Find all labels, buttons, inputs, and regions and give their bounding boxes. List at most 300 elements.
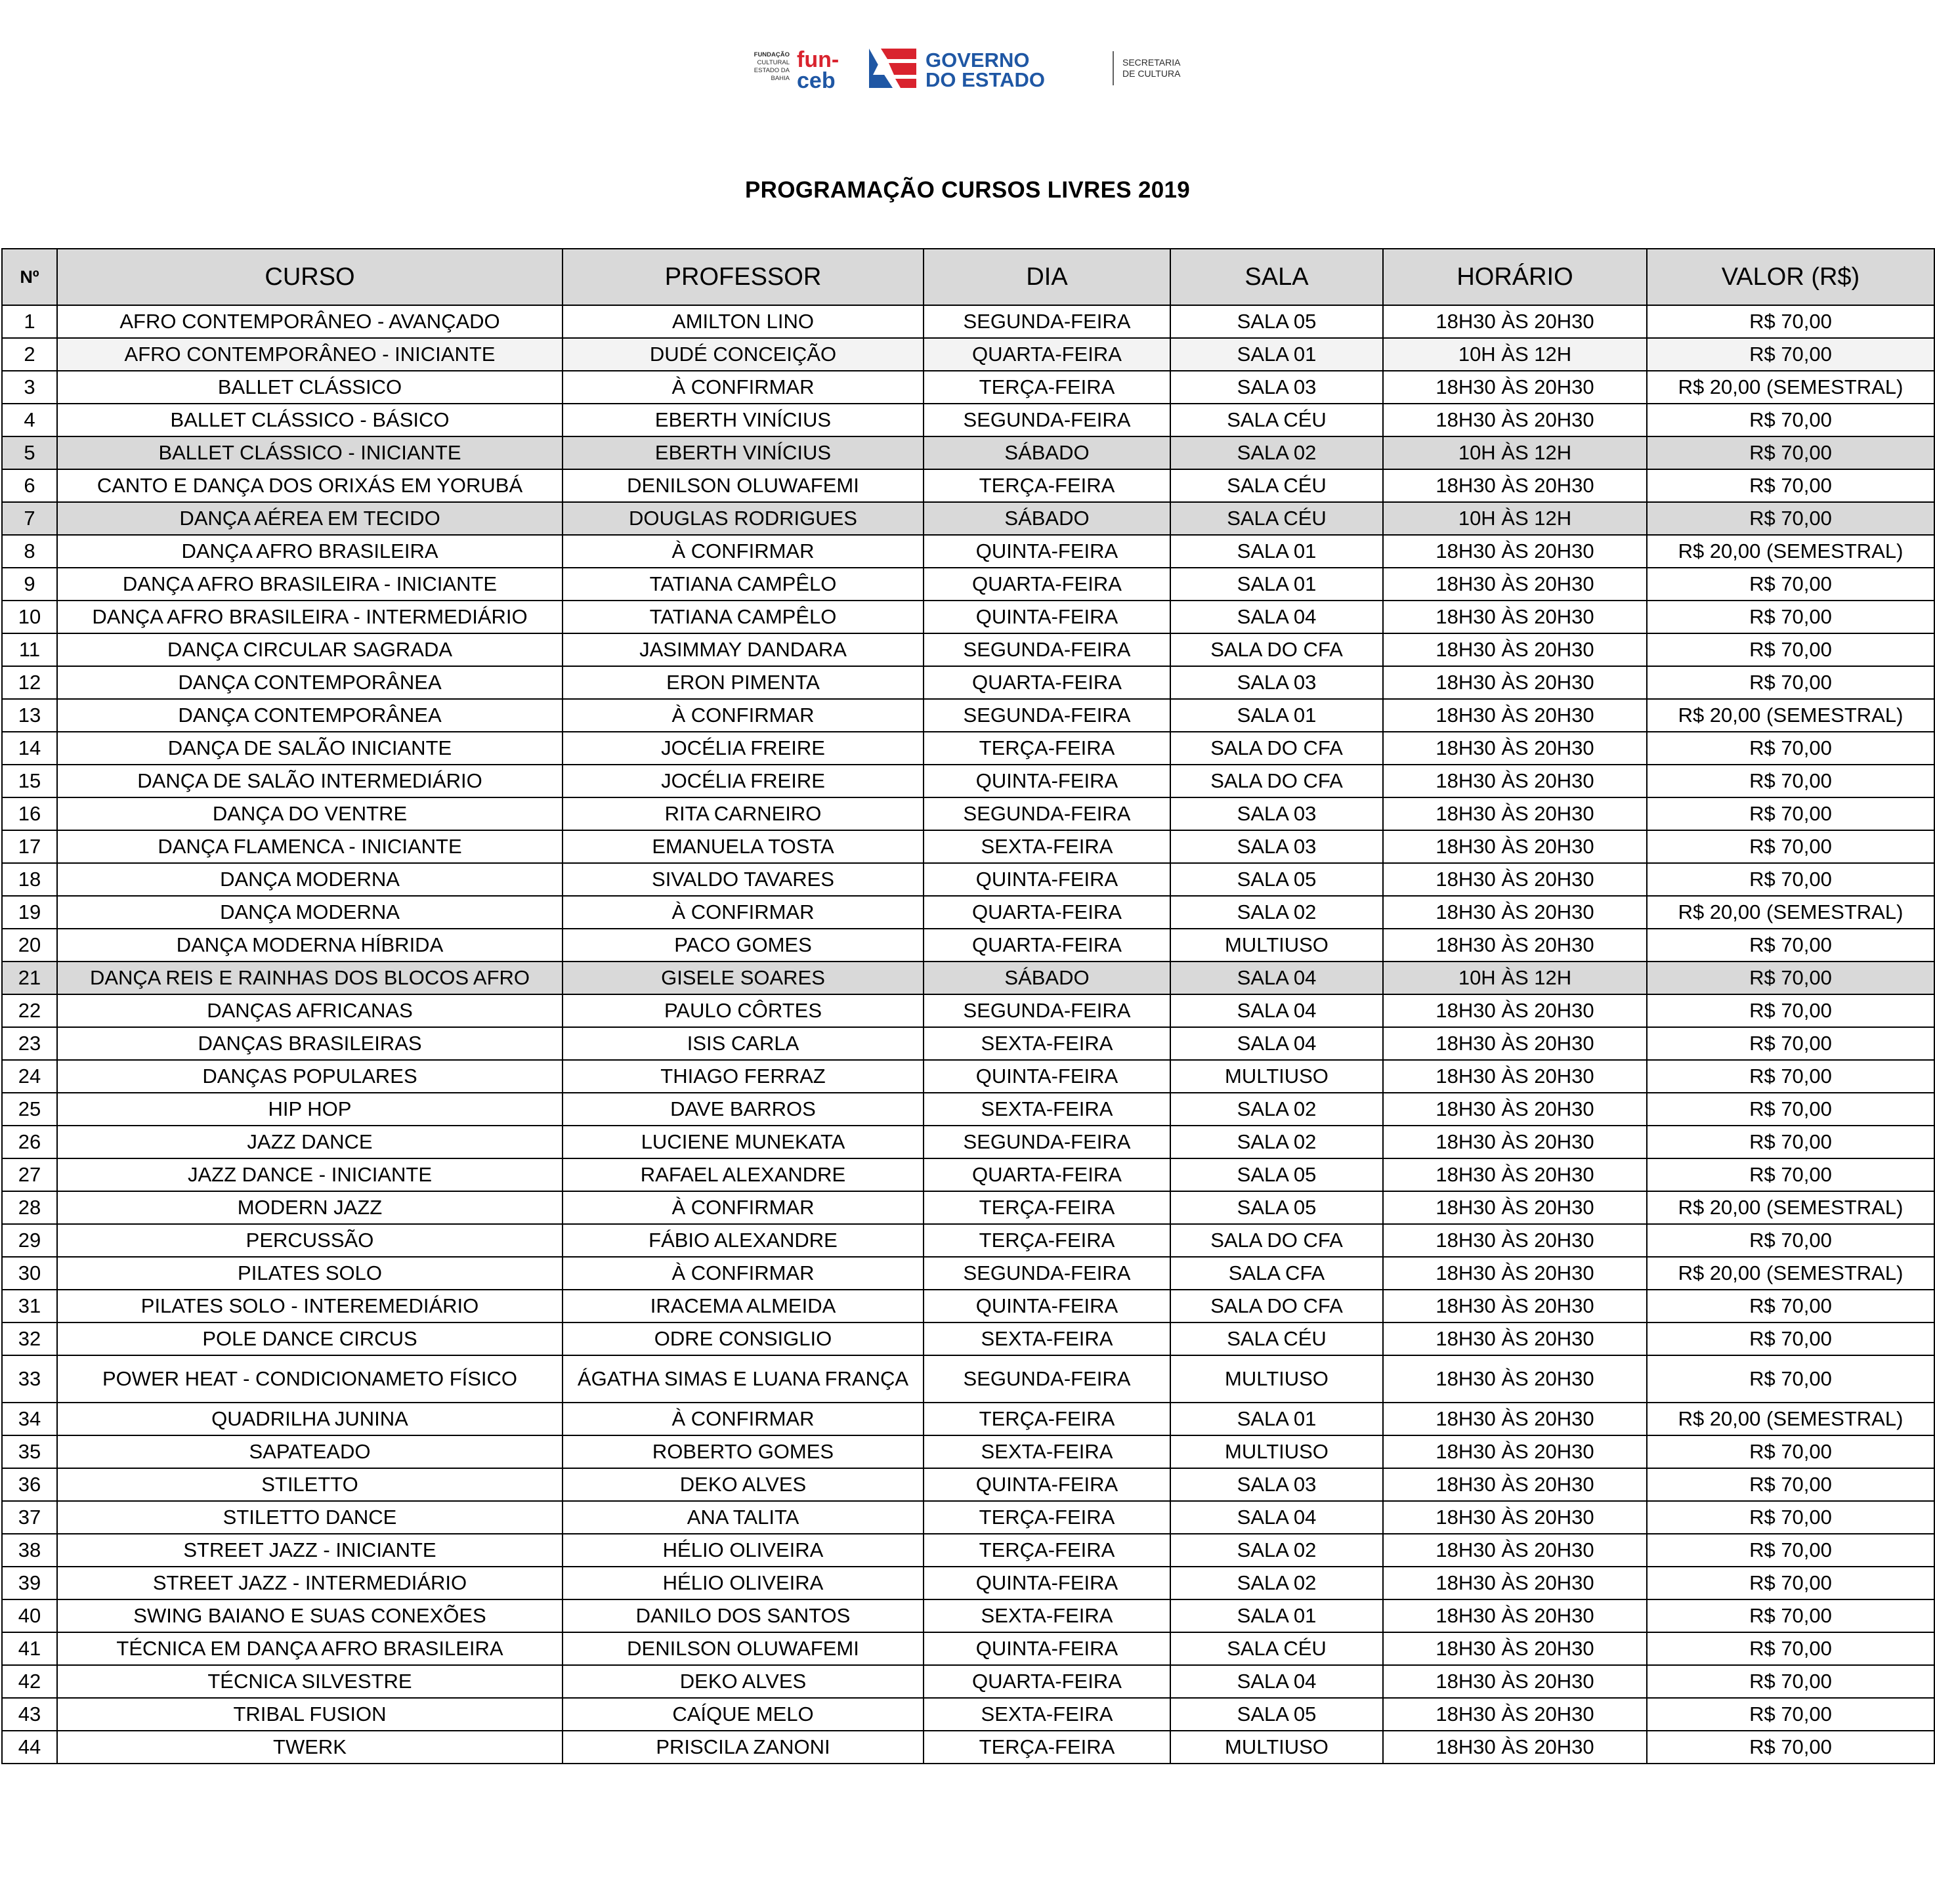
cell-number: 17: [2, 830, 57, 863]
cell-valor: R$ 70,00: [1647, 1290, 1934, 1322]
cell-sala: SALA 04: [1170, 601, 1383, 633]
cell-valor: R$ 70,00: [1647, 338, 1934, 371]
table-row: [2, 962, 1934, 994]
cell-valor: R$ 20,00 (SEMESTRAL): [1647, 535, 1934, 568]
cell-dia: QUARTA-FEIRA: [924, 896, 1170, 929]
cell-curso: DANÇA DE SALÃO INTERMEDIÁRIO: [57, 765, 563, 797]
cell-number: 33: [2, 1355, 57, 1403]
cell-professor: HÉLIO OLIVEIRA: [563, 1534, 924, 1567]
cell-sala: MULTIUSO: [1170, 1355, 1383, 1403]
cell-number: 44: [2, 1731, 57, 1764]
cell-curso: HIP HOP: [57, 1093, 563, 1126]
table-row: [2, 469, 1934, 502]
table-row: [2, 896, 1934, 929]
table-row: [2, 1403, 1934, 1435]
cell-professor: RAFAEL ALEXANDRE: [563, 1158, 924, 1191]
cell-professor: EBERTH VINÍCIUS: [563, 404, 924, 436]
cell-sala: SALA 05: [1170, 305, 1383, 338]
cell-dia: SEXTA-FEIRA: [924, 1599, 1170, 1632]
cell-curso: TWERK: [57, 1731, 563, 1764]
funceb-logo: [754, 47, 840, 92]
cell-horario: 18H30 ÀS 20H30: [1383, 1501, 1647, 1534]
cell-curso: STILETTO DANCE: [57, 1501, 563, 1534]
funceb-brand-fun: fun-: [797, 47, 840, 72]
cell-curso: BALLET CLÁSSICO - BÁSICO: [57, 404, 563, 436]
cell-professor: PAULO CÔRTES: [563, 994, 924, 1027]
cell-valor: R$ 70,00: [1647, 1632, 1934, 1665]
cell-horario: 18H30 ÀS 20H30: [1383, 1632, 1647, 1665]
cell-sala: SALA 02: [1170, 896, 1383, 929]
cell-valor: R$ 70,00: [1647, 830, 1934, 863]
cell-professor: ODRE CONSIGLIO: [563, 1322, 924, 1355]
cell-dia: QUINTA-FEIRA: [924, 863, 1170, 896]
cell-professor: À CONFIRMAR: [563, 371, 924, 404]
cell-professor: TATIANA CAMPÊLO: [563, 568, 924, 601]
cell-valor: R$ 70,00: [1647, 1093, 1934, 1126]
table-row: [2, 797, 1934, 830]
cell-sala: SALA 03: [1170, 371, 1383, 404]
cell-horario: 18H30 ÀS 20H30: [1383, 830, 1647, 863]
cell-horario: 18H30 ÀS 20H30: [1383, 765, 1647, 797]
table-row: [2, 1698, 1934, 1731]
cell-curso: DANÇA DE SALÃO INICIANTE: [57, 732, 563, 765]
table-row: [2, 338, 1934, 371]
table-row: [2, 436, 1934, 469]
cell-professor: DUDÉ CONCEIÇÃO: [563, 338, 924, 371]
cell-horario: 18H30 ÀS 20H30: [1383, 1731, 1647, 1764]
cell-valor: R$ 70,00: [1647, 601, 1934, 633]
table-row: [2, 732, 1934, 765]
cell-number: 21: [2, 962, 57, 994]
cell-number: 30: [2, 1257, 57, 1290]
cell-dia: SEGUNDA-FEIRA: [924, 1355, 1170, 1403]
cell-curso: DANÇA DO VENTRE: [57, 797, 563, 830]
table-header-row: [2, 249, 1934, 305]
cell-professor: DANILO DOS SANTOS: [563, 1599, 924, 1632]
table-row: [2, 305, 1934, 338]
cell-valor: R$ 70,00: [1647, 797, 1934, 830]
cell-sala: SALA 04: [1170, 994, 1383, 1027]
cell-dia: QUARTA-FEIRA: [924, 1665, 1170, 1698]
cell-dia: QUINTA-FEIRA: [924, 1060, 1170, 1093]
table-row: [2, 568, 1934, 601]
cell-sala: SALA 01: [1170, 699, 1383, 732]
cell-horario: 18H30 ÀS 20H30: [1383, 1468, 1647, 1501]
cell-number: 15: [2, 765, 57, 797]
cell-dia: QUINTA-FEIRA: [924, 601, 1170, 633]
cell-valor: R$ 70,00: [1647, 1665, 1934, 1698]
cell-number: 43: [2, 1698, 57, 1731]
cell-horario: 18H30 ÀS 20H30: [1383, 1093, 1647, 1126]
cell-professor: ANA TALITA: [563, 1501, 924, 1534]
secretaria-line-1: SECRETARIA: [1122, 57, 1181, 68]
cell-valor: R$ 70,00: [1647, 1501, 1934, 1534]
cell-number: 19: [2, 896, 57, 929]
cell-valor: R$ 20,00 (SEMESTRAL): [1647, 371, 1934, 404]
cell-professor: À CONFIRMAR: [563, 1191, 924, 1224]
cell-sala: SALA 05: [1170, 1191, 1383, 1224]
cell-horario: 18H30 ÀS 20H30: [1383, 1534, 1647, 1567]
cell-number: 16: [2, 797, 57, 830]
cell-valor: R$ 20,00 (SEMESTRAL): [1647, 1257, 1934, 1290]
cell-horario: 18H30 ÀS 20H30: [1383, 1665, 1647, 1698]
cell-horario: 10H ÀS 12H: [1383, 502, 1647, 535]
cell-sala: SALA 03: [1170, 797, 1383, 830]
cell-horario: 18H30 ÀS 20H30: [1383, 1027, 1647, 1060]
cell-number: 14: [2, 732, 57, 765]
cell-sala: SALA 05: [1170, 1158, 1383, 1191]
cell-sala: SALA 01: [1170, 568, 1383, 601]
table-row: [2, 666, 1934, 699]
cell-number: 5: [2, 436, 57, 469]
cell-professor: CAÍQUE MELO: [563, 1698, 924, 1731]
table-row: [2, 1632, 1934, 1665]
cell-valor: R$ 70,00: [1647, 436, 1934, 469]
cell-sala: SALA DO CFA: [1170, 1290, 1383, 1322]
table-row: [2, 1355, 1934, 1403]
cell-professor: JOCÉLIA FREIRE: [563, 732, 924, 765]
table-row: [2, 1731, 1934, 1764]
cell-valor: R$ 70,00: [1647, 1435, 1934, 1468]
cell-curso: JAZZ DANCE: [57, 1126, 563, 1158]
cell-curso: DANÇA CIRCULAR SAGRADA: [57, 633, 563, 666]
cell-professor: FÁBIO ALEXANDRE: [563, 1224, 924, 1257]
cell-curso: STILETTO: [57, 1468, 563, 1501]
cell-curso: TÉCNICA SILVESTRE: [57, 1665, 563, 1698]
cell-curso: BALLET CLÁSSICO: [57, 371, 563, 404]
cell-horario: 10H ÀS 12H: [1383, 436, 1647, 469]
cell-curso: SAPATEADO: [57, 1435, 563, 1468]
cell-valor: R$ 70,00: [1647, 994, 1934, 1027]
table-row: [2, 1468, 1934, 1501]
cell-number: 11: [2, 633, 57, 666]
table-row: [2, 601, 1934, 633]
cell-sala: SALA 02: [1170, 1093, 1383, 1126]
cell-horario: 18H30 ÀS 20H30: [1383, 1257, 1647, 1290]
cell-horario: 18H30 ÀS 20H30: [1383, 1290, 1647, 1322]
cell-dia: QUARTA-FEIRA: [924, 568, 1170, 601]
cell-dia: SEGUNDA-FEIRA: [924, 1257, 1170, 1290]
table-row: [2, 1534, 1934, 1567]
cell-horario: 18H30 ÀS 20H30: [1383, 1060, 1647, 1093]
cell-curso: POLE DANCE CIRCUS: [57, 1322, 563, 1355]
cell-professor: DAVE BARROS: [563, 1093, 924, 1126]
cell-number: 39: [2, 1567, 57, 1599]
cell-professor: PRISCILA ZANONI: [563, 1731, 924, 1764]
table-body: [2, 305, 1934, 1764]
cell-sala: SALA 01: [1170, 1403, 1383, 1435]
cell-number: 34: [2, 1403, 57, 1435]
cell-sala: SALA CÉU: [1170, 502, 1383, 535]
cell-professor: THIAGO FERRAZ: [563, 1060, 924, 1093]
cell-number: 36: [2, 1468, 57, 1501]
cell-number: 23: [2, 1027, 57, 1060]
cell-horario: 18H30 ÀS 20H30: [1383, 1126, 1647, 1158]
cell-valor: R$ 70,00: [1647, 1599, 1934, 1632]
table-row: [2, 699, 1934, 732]
cell-dia: TERÇA-FEIRA: [924, 1191, 1170, 1224]
cell-sala: MULTIUSO: [1170, 1435, 1383, 1468]
cell-curso: DANÇAS BRASILEIRAS: [57, 1027, 563, 1060]
col-header-curso: CURSO: [57, 249, 563, 305]
cell-valor: R$ 20,00 (SEMESTRAL): [1647, 1403, 1934, 1435]
cell-dia: SÁBADO: [924, 502, 1170, 535]
cell-number: 2: [2, 338, 57, 371]
cell-valor: R$ 70,00: [1647, 1731, 1934, 1764]
cell-curso: SWING BAIANO E SUAS CONEXÕES: [57, 1599, 563, 1632]
cell-number: 4: [2, 404, 57, 436]
cell-sala: SALA 01: [1170, 535, 1383, 568]
cell-professor: GISELE SOARES: [563, 962, 924, 994]
table-row: [2, 371, 1934, 404]
cell-professor: À CONFIRMAR: [563, 1403, 924, 1435]
cell-valor: R$ 70,00: [1647, 929, 1934, 962]
cell-dia: QUARTA-FEIRA: [924, 1158, 1170, 1191]
cell-professor: HÉLIO OLIVEIRA: [563, 1567, 924, 1599]
cell-sala: SALA 02: [1170, 1534, 1383, 1567]
table-row: [2, 1665, 1934, 1698]
table-row: [2, 1027, 1934, 1060]
cell-sala: SALA 04: [1170, 1027, 1383, 1060]
cell-sala: SALA 03: [1170, 1468, 1383, 1501]
cell-dia: TERÇA-FEIRA: [924, 1224, 1170, 1257]
cell-sala: MULTIUSO: [1170, 929, 1383, 962]
cell-horario: 18H30 ÀS 20H30: [1383, 929, 1647, 962]
table-row: [2, 1435, 1934, 1468]
cell-horario: 18H30 ÀS 20H30: [1383, 666, 1647, 699]
cell-dia: SEXTA-FEIRA: [924, 830, 1170, 863]
cell-sala: SALA CFA: [1170, 1257, 1383, 1290]
cell-valor: R$ 70,00: [1647, 502, 1934, 535]
cell-curso: CANTO E DANÇA DOS ORIXÁS EM YORUBÁ: [57, 469, 563, 502]
cell-dia: SEGUNDA-FEIRA: [924, 797, 1170, 830]
cell-number: 9: [2, 568, 57, 601]
cell-professor: À CONFIRMAR: [563, 896, 924, 929]
cell-sala: SALA 04: [1170, 1665, 1383, 1698]
cell-professor: EBERTH VINÍCIUS: [563, 436, 924, 469]
cell-dia: QUINTA-FEIRA: [924, 1290, 1170, 1322]
cell-number: 20: [2, 929, 57, 962]
cell-valor: R$ 70,00: [1647, 1126, 1934, 1158]
cell-horario: 18H30 ÀS 20H30: [1383, 699, 1647, 732]
cell-horario: 18H30 ÀS 20H30: [1383, 994, 1647, 1027]
cell-valor: R$ 70,00: [1647, 469, 1934, 502]
cell-horario: 18H30 ÀS 20H30: [1383, 732, 1647, 765]
cell-dia: SEXTA-FEIRA: [924, 1435, 1170, 1468]
cell-horario: 18H30 ÀS 20H30: [1383, 797, 1647, 830]
cell-number: 26: [2, 1126, 57, 1158]
cell-curso: PERCUSSÃO: [57, 1224, 563, 1257]
table-row: [2, 1060, 1934, 1093]
cell-curso: DANÇA MODERNA: [57, 863, 563, 896]
cell-dia: TERÇA-FEIRA: [924, 1501, 1170, 1534]
cell-horario: 18H30 ÀS 20H30: [1383, 1435, 1647, 1468]
cell-sala: SALA 02: [1170, 1126, 1383, 1158]
cell-valor: R$ 70,00: [1647, 1224, 1934, 1257]
cell-curso: DANÇA REIS E RAINHAS DOS BLOCOS AFRO: [57, 962, 563, 994]
cell-valor: R$ 70,00: [1647, 666, 1934, 699]
cell-professor: LUCIENE MUNEKATA: [563, 1126, 924, 1158]
cell-number: 27: [2, 1158, 57, 1191]
cell-curso: DANÇA AÉREA EM TECIDO: [57, 502, 563, 535]
cell-dia: QUARTA-FEIRA: [924, 666, 1170, 699]
cell-valor: R$ 70,00: [1647, 1027, 1934, 1060]
cell-professor: AMILTON LINO: [563, 305, 924, 338]
funceb-small-line-4: BAHIA: [771, 75, 790, 82]
cell-professor: PACO GOMES: [563, 929, 924, 962]
cell-professor: ROBERTO GOMES: [563, 1435, 924, 1468]
cell-curso: DANÇA CONTEMPORÂNEA: [57, 666, 563, 699]
cell-valor: R$ 70,00: [1647, 305, 1934, 338]
cell-horario: 18H30 ÀS 20H30: [1383, 1355, 1647, 1403]
cell-valor: R$ 20,00 (SEMESTRAL): [1647, 1191, 1934, 1224]
cell-dia: QUARTA-FEIRA: [924, 929, 1170, 962]
cell-horario: 18H30 ÀS 20H30: [1383, 1567, 1647, 1599]
table-row: [2, 1257, 1934, 1290]
table-row: [2, 1126, 1934, 1158]
cell-dia: QUINTA-FEIRA: [924, 1632, 1170, 1665]
table-row: [2, 830, 1934, 863]
cell-sala: MULTIUSO: [1170, 1060, 1383, 1093]
cell-valor: R$ 70,00: [1647, 404, 1934, 436]
cell-number: 18: [2, 863, 57, 896]
cell-number: 42: [2, 1665, 57, 1698]
cell-sala: SALA 05: [1170, 863, 1383, 896]
cell-sala: SALA DO CFA: [1170, 765, 1383, 797]
cell-professor: ISIS CARLA: [563, 1027, 924, 1060]
cell-valor: R$ 70,00: [1647, 1698, 1934, 1731]
cell-dia: TERÇA-FEIRA: [924, 732, 1170, 765]
cell-number: 40: [2, 1599, 57, 1632]
table-row: [2, 1599, 1934, 1632]
cell-professor: RITA CARNEIRO: [563, 797, 924, 830]
cell-number: 38: [2, 1534, 57, 1567]
funceb-brand-ceb: ceb: [797, 68, 836, 92]
cell-valor: R$ 70,00: [1647, 633, 1934, 666]
cell-horario: 10H ÀS 12H: [1383, 962, 1647, 994]
cell-professor: DENILSON OLUWAFEMI: [563, 469, 924, 502]
cell-professor: À CONFIRMAR: [563, 535, 924, 568]
cell-horario: 18H30 ÀS 20H30: [1383, 1224, 1647, 1257]
cell-valor: R$ 70,00: [1647, 732, 1934, 765]
governo-flag-icon: [869, 49, 916, 88]
cell-number: 13: [2, 699, 57, 732]
cell-sala: MULTIUSO: [1170, 1731, 1383, 1764]
cell-valor: R$ 70,00: [1647, 1355, 1934, 1403]
cell-number: 7: [2, 502, 57, 535]
table-row: [2, 404, 1934, 436]
col-header-number: Nº: [2, 249, 57, 305]
cell-dia: SEGUNDA-FEIRA: [924, 699, 1170, 732]
table-row: [2, 929, 1934, 962]
table-row: [2, 765, 1934, 797]
cell-valor: R$ 70,00: [1647, 1468, 1934, 1501]
cell-sala: SALA 01: [1170, 338, 1383, 371]
cell-dia: SEGUNDA-FEIRA: [924, 994, 1170, 1027]
cell-horario: 18H30 ÀS 20H30: [1383, 1403, 1647, 1435]
cell-curso: DANÇA FLAMENCA - INICIANTE: [57, 830, 563, 863]
cell-sala: SALA DO CFA: [1170, 732, 1383, 765]
cell-horario: 18H30 ÀS 20H30: [1383, 305, 1647, 338]
cell-horario: 18H30 ÀS 20H30: [1383, 469, 1647, 502]
table-row: [2, 502, 1934, 535]
cell-dia: QUINTA-FEIRA: [924, 1567, 1170, 1599]
cell-dia: TERÇA-FEIRA: [924, 1731, 1170, 1764]
cell-dia: TERÇA-FEIRA: [924, 1534, 1170, 1567]
cell-dia: SEXTA-FEIRA: [924, 1027, 1170, 1060]
table-row: [2, 633, 1934, 666]
cell-dia: QUARTA-FEIRA: [924, 338, 1170, 371]
logo-group: [740, 46, 1200, 92]
col-header-professor: PROFESSOR: [563, 249, 924, 305]
cell-horario: 18H30 ÀS 20H30: [1383, 371, 1647, 404]
cell-sala: SALA 02: [1170, 1567, 1383, 1599]
cell-curso: MODERN JAZZ: [57, 1191, 563, 1224]
cell-valor: R$ 20,00 (SEMESTRAL): [1647, 896, 1934, 929]
cell-curso: PILATES SOLO - INTEREMEDIÁRIO: [57, 1290, 563, 1322]
governo-line-1: GOVERNO: [925, 49, 1030, 72]
cell-dia: SEXTA-FEIRA: [924, 1322, 1170, 1355]
cell-professor: À CONFIRMAR: [563, 699, 924, 732]
cell-curso: DANÇA AFRO BRASILEIRA - INICIANTE: [57, 568, 563, 601]
cell-number: 6: [2, 469, 57, 502]
cell-horario: 18H30 ÀS 20H30: [1383, 1158, 1647, 1191]
cell-number: 32: [2, 1322, 57, 1355]
cell-number: 12: [2, 666, 57, 699]
cell-horario: 18H30 ÀS 20H30: [1383, 633, 1647, 666]
cell-professor: IRACEMA ALMEIDA: [563, 1290, 924, 1322]
cell-curso: DANÇA CONTEMPORÂNEA: [57, 699, 563, 732]
cell-dia: TERÇA-FEIRA: [924, 371, 1170, 404]
cell-number: 35: [2, 1435, 57, 1468]
secretaria-line-2: DE CULTURA: [1122, 68, 1181, 79]
col-header-sala: SALA: [1170, 249, 1383, 305]
table-row: [2, 1158, 1934, 1191]
cell-sala: SALA 04: [1170, 962, 1383, 994]
cell-professor: TATIANA CAMPÊLO: [563, 601, 924, 633]
cell-professor: DEKO ALVES: [563, 1665, 924, 1698]
cell-dia: QUINTA-FEIRA: [924, 1468, 1170, 1501]
cell-curso: TRIBAL FUSION: [57, 1698, 563, 1731]
cell-curso: POWER HEAT - CONDICIONAMETO FÍSICO: [57, 1355, 563, 1403]
table-row: [2, 1322, 1934, 1355]
cell-curso: DANÇA AFRO BRASILEIRA - INTERMEDIÁRIO: [57, 601, 563, 633]
cell-dia: TERÇA-FEIRA: [924, 1403, 1170, 1435]
cell-dia: SEGUNDA-FEIRA: [924, 1126, 1170, 1158]
governo-line-2: DO ESTADO: [925, 68, 1045, 91]
table-row: [2, 535, 1934, 568]
cell-horario: 10H ÀS 12H: [1383, 338, 1647, 371]
cell-horario: 18H30 ÀS 20H30: [1383, 1322, 1647, 1355]
cell-curso: DANÇA MODERNA: [57, 896, 563, 929]
cell-sala: SALA DO CFA: [1170, 633, 1383, 666]
cell-valor: R$ 70,00: [1647, 568, 1934, 601]
cell-curso: DANÇAS AFRICANAS: [57, 994, 563, 1027]
cell-dia: TERÇA-FEIRA: [924, 469, 1170, 502]
cell-curso: QUADRILHA JUNINA: [57, 1403, 563, 1435]
cell-horario: 18H30 ÀS 20H30: [1383, 404, 1647, 436]
cell-sala: SALA 03: [1170, 666, 1383, 699]
cell-professor: JOCÉLIA FREIRE: [563, 765, 924, 797]
cell-number: 41: [2, 1632, 57, 1665]
cell-curso: STREET JAZZ - INTERMEDIÁRIO: [57, 1567, 563, 1599]
cell-professor: DOUGLAS RODRIGUES: [563, 502, 924, 535]
funceb-small-line-3: ESTADO DA: [754, 67, 790, 74]
cell-curso: BALLET CLÁSSICO - INICIANTE: [57, 436, 563, 469]
cell-professor: SIVALDO TAVARES: [563, 863, 924, 896]
cell-horario: 18H30 ÀS 20H30: [1383, 601, 1647, 633]
cell-curso: JAZZ DANCE - INICIANTE: [57, 1158, 563, 1191]
